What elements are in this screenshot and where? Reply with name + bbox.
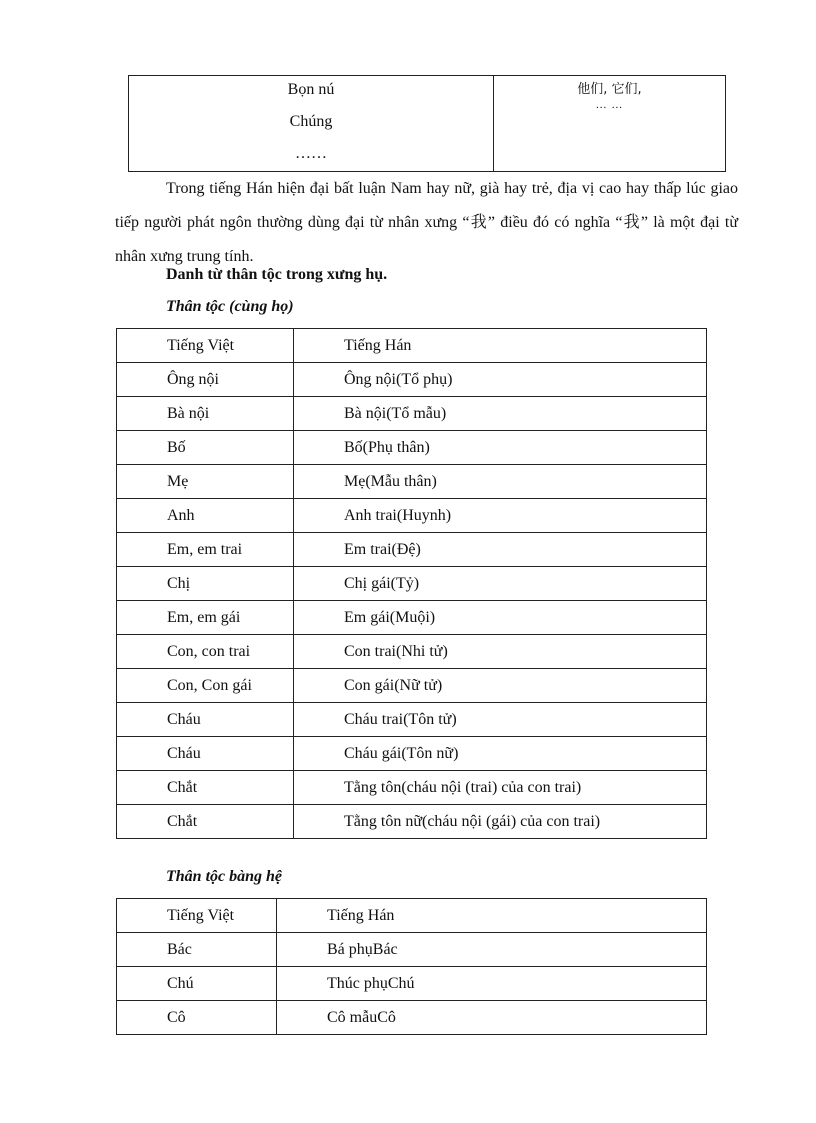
sino-vietnamese-term: Chị gái — [344, 574, 391, 592]
vietnamese-term: Bố — [117, 431, 294, 465]
table-row — [117, 805, 707, 839]
section-heading: Danh từ thân tộc trong xưng hụ. — [166, 266, 388, 283]
table-header-row — [117, 899, 707, 933]
table-row — [117, 1001, 707, 1035]
chinese-term-cell — [294, 499, 707, 533]
han-reading: (Mẫu thân) — [365, 472, 437, 490]
han-reading: Cô — [377, 1008, 396, 1026]
sino-vietnamese-term: Bố — [344, 438, 363, 456]
table-row — [117, 771, 707, 805]
vietnamese-term: Con, con trai — [117, 635, 294, 669]
han-reading: (cháu nội (trai) của con trai) — [401, 778, 582, 796]
sino-vietnamese-term: Bà nội — [344, 404, 387, 422]
vietnamese-term: Chú — [117, 967, 277, 1001]
sino-vietnamese-term: Tằng tôn — [344, 778, 402, 796]
chinese-term-cell — [294, 431, 707, 465]
vietnamese-term: Chắt — [117, 805, 294, 839]
vietnamese-term: Em, em gái — [117, 601, 294, 635]
table-row — [117, 533, 707, 567]
table-row — [117, 567, 707, 601]
section2-title: Thân tộc bàng hệ — [166, 868, 283, 885]
sino-vietnamese-term: Bá phụ — [327, 940, 373, 958]
sino-vietnamese-term: Cháu trai — [344, 710, 404, 728]
chinese-term-cell — [277, 933, 707, 967]
han-reading: (Muội) — [389, 608, 436, 626]
chinese-term-cell — [294, 635, 707, 669]
sino-vietnamese-term: Cô mẫu — [327, 1008, 378, 1026]
table-row — [117, 601, 707, 635]
body-paragraph: Trong tiếng Hán hiện đại bất luận Nam hay nữ, già hay trẻ, địa vị cao hay thấp lúc giao tiếp người phát ngôn thường dùng đại từ nhân xưng “我” điều đó có nghĩa “我” là một đại từ nhân xưng trung tính. — [115, 180, 738, 265]
vietnamese-term: Cháu — [117, 737, 294, 771]
chinese-term-cell — [294, 465, 707, 499]
table-row — [117, 465, 707, 499]
table-row — [117, 967, 707, 1001]
sino-vietnamese-term: Em trai — [344, 540, 392, 558]
han-reading: (Phụ thân) — [362, 438, 430, 456]
section1-title: Thân tộc (cùng họ) — [166, 298, 294, 315]
pronoun-vi-line: Chúng — [289, 113, 333, 130]
table-header-row — [117, 329, 707, 363]
chinese-term-cell — [294, 363, 707, 397]
han-reading: (Đệ) — [391, 540, 421, 558]
chinese-term-cell — [294, 771, 707, 805]
chinese-term-cell — [294, 805, 707, 839]
pronoun-vietnamese-cell — [129, 76, 494, 171]
vietnamese-term: Chắt — [117, 771, 294, 805]
table-row — [117, 635, 707, 669]
pronoun-vi-line: …… — [295, 145, 327, 162]
han-reading: (cháu nội (gái) của con trai) — [422, 812, 601, 830]
chinese-term-cell — [294, 567, 707, 601]
header-chinese: Tiếng Hán — [294, 329, 707, 363]
han-reading: (Tỷ) — [390, 574, 420, 592]
pronoun-zh-line: 他们, 它们, — [577, 82, 642, 97]
sino-vietnamese-term: Em gái — [344, 608, 390, 626]
sino-vietnamese-term: Ông nội — [344, 370, 396, 388]
han-reading: (Huynh) — [396, 506, 452, 524]
pronoun-chinese-cell — [494, 76, 725, 171]
sino-vietnamese-term: Con gái — [344, 676, 395, 694]
header-chinese: Tiếng Hán — [277, 899, 707, 933]
vietnamese-term: Con, Con gái — [117, 669, 294, 703]
sino-vietnamese-term: Cháu gái — [344, 744, 402, 762]
sino-vietnamese-term: Tằng tôn nữ — [344, 812, 422, 830]
vietnamese-term: Mẹ — [117, 465, 294, 499]
header-vietnamese: Tiếng Việt — [117, 899, 277, 933]
sino-vietnamese-term: Con trai — [344, 642, 396, 660]
pronoun-vi-line: Bọn nú — [287, 81, 335, 98]
sino-vietnamese-term: Anh trai — [344, 506, 397, 524]
vietnamese-term: Cháu — [117, 703, 294, 737]
han-reading: Chú — [387, 974, 415, 992]
vietnamese-term: Ông nội — [117, 363, 294, 397]
table-row — [117, 933, 707, 967]
chinese-term-cell — [277, 967, 707, 1001]
han-reading: (Tổ phụ) — [396, 370, 453, 388]
chinese-term-cell — [294, 669, 707, 703]
pronoun-zh-ellipsis: … … — [595, 99, 624, 111]
vietnamese-term: Bác — [117, 933, 277, 967]
han-reading: (Nhi tử) — [396, 642, 448, 660]
table-row — [117, 499, 707, 533]
table-row — [117, 669, 707, 703]
header-vietnamese: Tiếng Việt — [117, 329, 294, 363]
chinese-term-cell — [277, 1001, 707, 1035]
chinese-term-cell — [294, 533, 707, 567]
han-reading: (Nữ tử) — [394, 676, 443, 694]
vietnamese-term: Cô — [117, 1001, 277, 1035]
kinship-table-same-clan — [116, 328, 707, 839]
chinese-term-cell — [294, 703, 707, 737]
table-row — [117, 431, 707, 465]
han-reading: (Tổ mẫu) — [386, 404, 447, 422]
table-row — [117, 703, 707, 737]
pronoun-table — [128, 75, 726, 172]
table-row — [117, 397, 707, 431]
han-reading: (Tôn nữ) — [401, 744, 459, 762]
vietnamese-term: Bà nội — [117, 397, 294, 431]
chinese-term-cell — [294, 397, 707, 431]
table-row — [117, 363, 707, 397]
sino-vietnamese-term: Thúc phụ — [327, 974, 388, 992]
han-reading: Bác — [372, 940, 398, 958]
sino-vietnamese-term: Mẹ — [344, 472, 366, 490]
vietnamese-term: Em, em trai — [117, 533, 294, 567]
chinese-term-cell — [294, 601, 707, 635]
vietnamese-term: Chị — [117, 567, 294, 601]
vietnamese-term: Anh — [117, 499, 294, 533]
kinship-table-collateral — [116, 898, 707, 1035]
chinese-term-cell — [294, 737, 707, 771]
han-reading: (Tôn tử) — [403, 710, 457, 728]
table-row — [117, 737, 707, 771]
